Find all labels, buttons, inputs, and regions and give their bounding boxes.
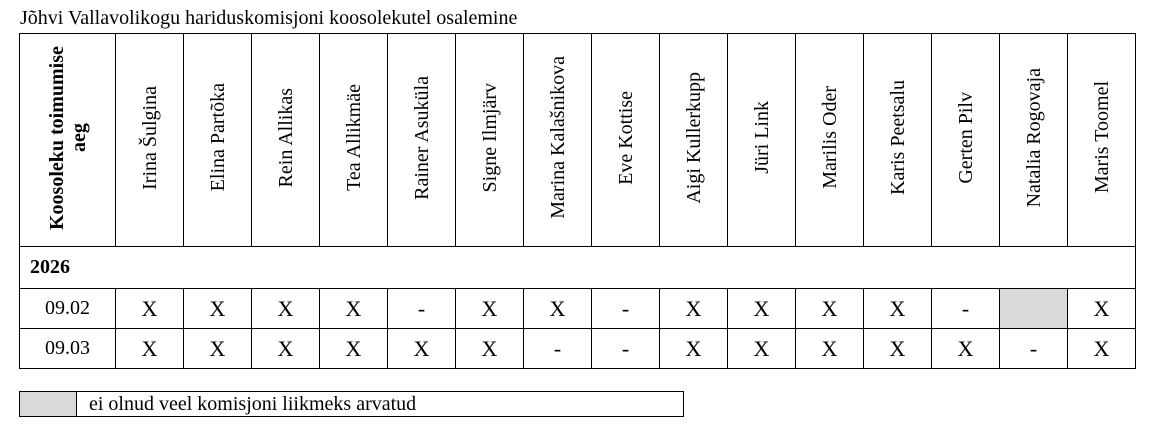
- member-header: [1068, 34, 1136, 247]
- attendance-cell: X: [932, 329, 1000, 369]
- member-name: Karis Peetsalu: [886, 80, 909, 195]
- attendance-cell: X: [660, 289, 728, 329]
- member-header: [728, 34, 796, 247]
- attendance-cell: X: [728, 329, 796, 369]
- attendance-cell: -: [524, 329, 592, 369]
- meeting-date-header-label: Koosoleku toimumise aeg: [45, 45, 90, 230]
- member-header: [796, 34, 864, 247]
- attendance-cell: X: [796, 289, 864, 329]
- attendance-table: [19, 33, 1136, 369]
- attendance-cell: -: [1000, 329, 1068, 369]
- year-cell: 2026: [20, 247, 1136, 289]
- member-name: Natalia Rogovaja: [1022, 67, 1045, 208]
- member-header: [864, 34, 932, 247]
- attendance-cell: X: [864, 289, 932, 329]
- member-header: [592, 34, 660, 247]
- member-name: Aigi Kullerkupp: [682, 71, 705, 204]
- member-header: [456, 34, 524, 247]
- member-name: Rainer Asuküla: [410, 75, 433, 200]
- member-name: Gerten Pilv: [954, 91, 977, 184]
- attendance-cell: X: [252, 329, 320, 369]
- attendance-cell: -: [592, 289, 660, 329]
- meeting-date-header: [20, 34, 116, 247]
- attendance-cell: X: [252, 289, 320, 329]
- attendance-cell: X: [1068, 329, 1136, 369]
- attendance-cell: X: [456, 289, 524, 329]
- member-header: [252, 34, 320, 247]
- attendance-cell: X: [728, 289, 796, 329]
- attendance-cell: X: [456, 329, 524, 369]
- member-header: [524, 34, 592, 247]
- attendance-cell: X: [388, 329, 456, 369]
- meeting-row: [20, 329, 1136, 369]
- meeting-date: 09.02: [20, 289, 116, 329]
- attendance-cell: X: [116, 289, 184, 329]
- member-header: [660, 34, 728, 247]
- member-header: [1000, 34, 1068, 247]
- member-header: [932, 34, 1000, 247]
- year-row: [20, 247, 1136, 289]
- legend: [19, 391, 684, 417]
- attendance-cell: X: [184, 329, 252, 369]
- attendance-cell: X: [796, 329, 864, 369]
- document-title: Jõhvi Vallavolikogu hariduskomisjoni koosolekutel osalemine: [20, 7, 518, 29]
- member-name: Signe Ilmjärv: [478, 82, 501, 193]
- attendance-cell: X: [864, 329, 932, 369]
- member-name: Eve Kottise: [614, 90, 637, 185]
- member-name: Maris Toomel: [1090, 81, 1113, 194]
- member-header: [320, 34, 388, 247]
- meeting-date: 09.03: [20, 329, 116, 369]
- attendance-cell: -: [932, 289, 1000, 329]
- attendance-cell: X: [184, 289, 252, 329]
- member-name: Marina Kalašnikova: [546, 56, 569, 219]
- member-name: Tea Allikmäe: [342, 84, 365, 191]
- legend-swatch: [20, 392, 77, 416]
- attendance-cell: -: [388, 289, 456, 329]
- attendance-cell: X: [320, 289, 388, 329]
- meeting-row: [20, 289, 1136, 329]
- attendance-cell: X: [524, 289, 592, 329]
- attendance-cell: X: [116, 329, 184, 369]
- member-name: Rein Allikas: [274, 87, 297, 188]
- member-name: Marilis Oder: [818, 86, 841, 189]
- member-header: [116, 34, 184, 247]
- attendance-cell: X: [1068, 289, 1136, 329]
- member-name: Irina Šulgina: [138, 85, 161, 190]
- not-member-cell: [1000, 289, 1068, 329]
- attendance-cell: -: [592, 329, 660, 369]
- member-header: [184, 34, 252, 247]
- attendance-cell: X: [660, 329, 728, 369]
- member-header: [388, 34, 456, 247]
- attendance-cell: X: [320, 329, 388, 369]
- member-name: Jüri Link: [750, 101, 773, 174]
- member-name: Elina Partõka: [206, 83, 229, 192]
- header-row: [20, 34, 1136, 247]
- legend-text: ei olnud veel komisjoni liikmeks arvatud: [89, 393, 417, 415]
